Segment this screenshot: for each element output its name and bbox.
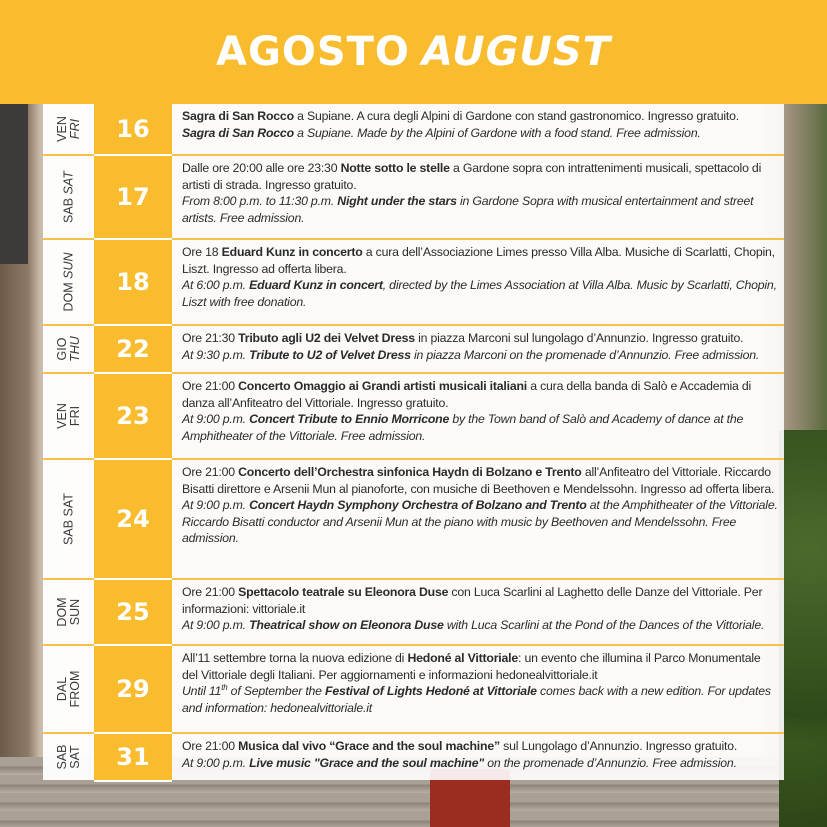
description-english — [182, 411, 778, 444]
month-title-italian: AGOSTO — [216, 29, 410, 75]
event-text: a cura della banda di Salò e Accademia di danza all’Anfiteatro del Vittoriale. Ingresso gratuito. — [182, 379, 752, 410]
event-row — [43, 156, 784, 240]
event-title: Live music "Grace and the soul machine" — [249, 755, 484, 770]
weekday-cell — [43, 580, 94, 644]
event-text: Ore 21:00 — [182, 585, 239, 599]
background-plant — [779, 430, 827, 827]
event-title: Night under the stars — [337, 194, 457, 209]
event-text: with Luca Scarlini at the Pond of the Dances of the Vittoriale. — [443, 618, 765, 633]
event-text: a cura dell’Associazione Limes presso Villa Alba. Musiche di Scarlatti, Chopin, Liszt. Ingresso ad offerta libera. — [182, 245, 775, 276]
ordinal-suffix: th — [221, 683, 228, 693]
description-english — [182, 497, 778, 547]
event-text: Ore 18 — [182, 245, 222, 259]
weekday-cell — [43, 646, 94, 732]
event-text: in piazza Marconi on the promenade d’Annunzio. Free admission. — [410, 347, 760, 362]
description-english — [182, 347, 778, 364]
event-text: at the Amphitheater of the Vittoriale. Riccardo Bisatti conductor and Arsenii Mun at the piano with music by Beethoven and Mendelssohn. Free admission. — [182, 498, 778, 546]
date-number: 16 — [94, 104, 172, 156]
event-description — [172, 580, 784, 644]
event-text: of September the — [227, 684, 326, 699]
event-text: : un evento che illumina il Parco Monumentale del Vittoriale degli Italiani. Per aggiornamenti e informazioni hedonealvittoriale.it — [182, 651, 761, 682]
event-description — [172, 240, 784, 324]
event-title: Concerto dell’Orchestra sinfonica Haydn di Bolzano e Trento — [238, 465, 582, 479]
event-row — [43, 580, 784, 646]
event-title: Tribute to U2 of Velvet Dress — [249, 347, 411, 362]
weekday-label — [56, 116, 82, 142]
event-text: At 9:00 p.m. — [182, 498, 250, 513]
event-description — [172, 460, 784, 578]
weekday-label — [62, 493, 75, 545]
event-table — [43, 104, 784, 780]
event-text: Ore 21:00 — [182, 465, 239, 479]
description-italian — [182, 584, 778, 617]
event-title: Eduard Kunz in concert — [249, 278, 383, 293]
date-number: 23 — [94, 374, 172, 460]
description-italian — [182, 244, 778, 277]
description-italian — [182, 738, 778, 755]
event-description — [172, 156, 784, 238]
weekday-italian: VEN — [54, 116, 69, 142]
event-text: con Luca Scarlini al Laghetto delle Danze del Vittoriale. Per informazioni: vittoriale.it — [182, 585, 763, 616]
event-title: Sagra di San Rocco — [182, 109, 294, 123]
event-text: on the promenade d’Annunzio. Free admission. — [483, 755, 737, 770]
weekday-english: FRI — [67, 118, 82, 140]
event-row — [43, 734, 784, 780]
date-number: 24 — [94, 460, 172, 580]
event-text: a Gardone sopra con intrattenimenti musicali, spettacolo di artisti di strada. Ingresso gratuito. — [182, 161, 762, 192]
weekday-cell — [43, 240, 94, 324]
description-italian — [182, 108, 778, 125]
event-row — [43, 374, 784, 460]
event-text: At 9:00 p.m. — [182, 412, 250, 427]
event-text: At 9:00 p.m. — [182, 755, 250, 770]
event-text: Ore 21:30 — [182, 331, 239, 345]
date-number: 25 — [94, 580, 172, 646]
weekday-label — [56, 671, 82, 708]
month-header — [0, 0, 827, 104]
event-title: Concert Haydn Symphony Orchestra of Bolzano and Trento — [249, 498, 587, 513]
weekday-cell — [43, 104, 94, 154]
weekday-english: SAT — [61, 493, 75, 517]
weekday-cell — [43, 326, 94, 372]
weekday-italian: DOM — [54, 597, 69, 627]
event-text: At 9:30 p.m. — [182, 347, 250, 362]
weekday-cell — [43, 734, 94, 780]
weekday-english: SUN — [67, 598, 82, 626]
event-text: sul Lungolago d’Annunzio. Ingresso gratuito. — [499, 739, 738, 753]
weekday-label — [62, 171, 75, 223]
event-text: Dalle ore 20:00 alle ore 23:30 — [182, 161, 341, 175]
weekday-italian: DAL — [54, 676, 69, 702]
weekday-english: SAT — [67, 745, 82, 769]
weekday-label — [62, 252, 75, 311]
weekday-cell — [43, 460, 94, 578]
description-italian — [182, 378, 778, 411]
event-text: At 6:00 p.m. — [182, 278, 250, 293]
event-text: all’Anfiteatro del Vittoriale. Riccardo Bisatti direttore e Arsenii Mun al pianoforte, con musiche di Beethoven e Mendelssohn. Ingresso ad offerta libera. — [182, 465, 775, 496]
weekday-english: FROM — [67, 670, 82, 708]
weekday-english: FRI — [67, 405, 82, 427]
event-text: in Gardone Sopra with musical entertainment and street artists. Free admission. — [182, 194, 754, 225]
event-title: Sagra di San Rocco — [182, 125, 294, 140]
event-title: Notte sotto le stelle — [340, 161, 450, 175]
event-description — [172, 646, 784, 732]
date-number: 29 — [94, 646, 172, 734]
event-description — [172, 374, 784, 458]
date-number: 31 — [94, 734, 172, 782]
description-english — [182, 617, 778, 634]
date-number: 17 — [94, 156, 172, 240]
event-text: in piazza Marconi sul lungolago d’Annunzio. Ingresso gratuito. — [414, 331, 744, 345]
description-english — [182, 755, 778, 772]
event-row — [43, 104, 784, 156]
weekday-italian: DOM — [61, 282, 75, 312]
weekday-english: SAT — [61, 171, 75, 195]
weekday-italian: GIO — [54, 337, 69, 361]
event-description — [172, 104, 784, 154]
event-text: a Supiane. A cura degli Alpini di Gardone con stand gastronomico. Ingresso gratuito. — [293, 109, 739, 123]
weekday-cell — [43, 156, 94, 238]
event-description — [172, 326, 784, 372]
event-text: From 8:00 p.m. to 11:30 p.m. — [182, 194, 338, 209]
weekday-english: SUN — [61, 252, 75, 279]
background-window — [0, 104, 28, 264]
event-row — [43, 326, 784, 374]
event-text: by the Town band of Salò and Academy of dance at the Amphitheater of the Vittoriale. Free admission. — [182, 412, 744, 443]
weekday-label — [56, 744, 82, 769]
weekday-italian: VEN — [54, 403, 69, 429]
event-text: Until 11 — [182, 684, 222, 699]
event-title: Musica dal vivo “Grace and the soul machine” — [238, 739, 500, 753]
event-title: Eduard Kunz in concerto — [221, 245, 363, 259]
date-number: 22 — [94, 326, 172, 374]
date-number: 18 — [94, 240, 172, 326]
weekday-english: THU — [67, 336, 82, 362]
weekday-cell — [43, 374, 94, 458]
event-row — [43, 240, 784, 326]
event-text: All’11 settembre torna la nuova edizione di — [182, 651, 408, 665]
event-title: Theatrical show on Eleonora Duse — [249, 618, 444, 633]
weekday-label — [56, 336, 82, 362]
event-title: Tributo agli U2 dei Velvet Dress — [238, 331, 415, 345]
event-row — [43, 460, 784, 580]
description-italian — [182, 160, 778, 193]
weekday-label — [56, 403, 82, 429]
description-italian — [182, 464, 778, 497]
description-english — [182, 193, 778, 226]
weekday-label — [56, 597, 82, 626]
event-text: , directed by the Limes Association at Villa Alba. Music by Scarlatti, Chopin, Liszt with free donation. — [182, 278, 777, 309]
weekday-italian: SAB — [61, 519, 75, 545]
event-text: a Supiane. Made by the Alpini of Gardone with a food stand. Free admission. — [293, 125, 701, 140]
event-text: comes back with a new edition. For updates and information: hedonealvittoriale.it — [182, 684, 771, 715]
event-text: At 9:00 p.m. — [182, 618, 250, 633]
event-row — [43, 646, 784, 734]
month-title-english: AUGUST — [421, 29, 611, 75]
event-title: Hedoné al Vittoriale — [407, 651, 519, 665]
description-english — [182, 683, 778, 716]
description-italian — [182, 330, 778, 347]
event-title: Festival of Lights Hedoné at Vittoriale — [325, 684, 537, 699]
event-text: Ore 21:00 — [182, 379, 239, 393]
description-english — [182, 125, 778, 142]
event-title: Concerto Omaggio ai Grandi artisti musicali italiani — [238, 379, 528, 393]
weekday-italian: SAB — [61, 197, 75, 223]
description-italian — [182, 650, 778, 683]
event-description — [172, 734, 784, 780]
weekday-italian: SAB — [54, 744, 69, 770]
event-text: Ore 21:00 — [182, 739, 239, 753]
description-english — [182, 277, 778, 310]
event-title: Concert Tribute to Ennio Morricone — [249, 412, 450, 427]
event-title: Spettacolo teatrale su Eleonora Duse — [238, 585, 449, 599]
